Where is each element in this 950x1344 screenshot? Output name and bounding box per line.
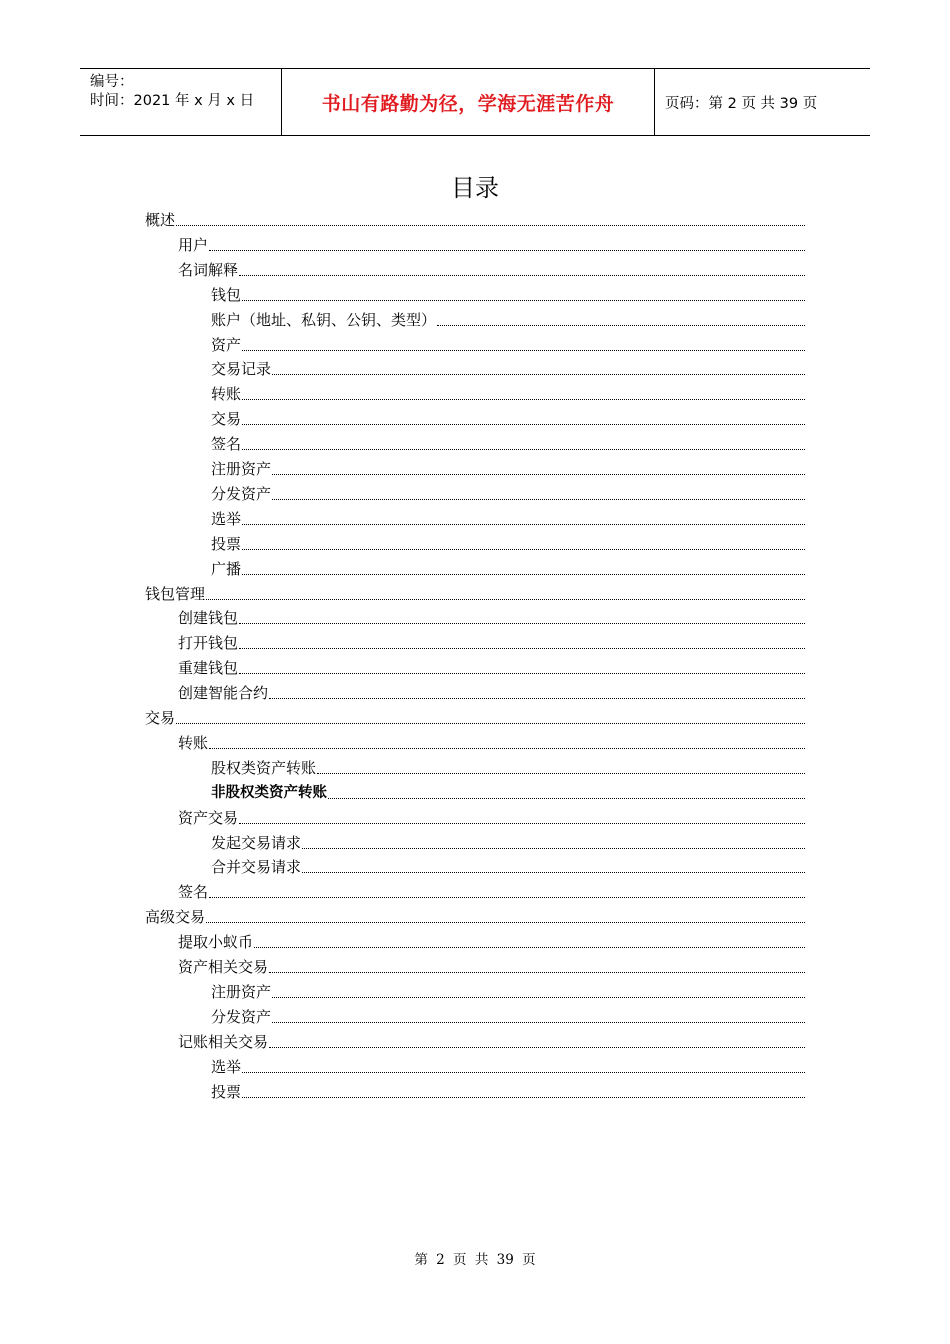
toc-entry[interactable]: [0, 782, 950, 806]
toc-entry[interactable]: [0, 259, 950, 283]
toc-entry-label: 提取小蚁币: [178, 933, 254, 952]
toc-dot-leader: [242, 449, 805, 450]
toc-entry[interactable]: [0, 931, 950, 955]
toc-entry[interactable]: [0, 906, 950, 930]
toc-dot-leader: [209, 897, 805, 898]
toc-entry-label: 分发资产: [211, 484, 272, 503]
toc-entry-label: 转账: [178, 733, 209, 752]
toc-entry[interactable]: [0, 657, 950, 681]
toc-entry[interactable]: [0, 1031, 950, 1055]
toc-dot-leader: [254, 947, 805, 948]
toc-entry[interactable]: [0, 209, 950, 233]
toc-dot-leader: [242, 1072, 805, 1073]
toc-entry[interactable]: [0, 807, 950, 831]
toc-entry[interactable]: [0, 583, 950, 607]
page-footer: 第 2 页 共 39 页: [414, 1252, 536, 1268]
toc-dot-leader: [239, 648, 805, 649]
toc-entry-label: 钱包: [211, 285, 242, 304]
toc-entry-label: 交易: [145, 709, 176, 727]
toc-dot-leader: [242, 300, 805, 301]
toc-entry-label: 选举: [211, 509, 242, 528]
toc-dot-leader: [242, 399, 805, 400]
toc-dot-leader: [206, 922, 805, 923]
toc-entry[interactable]: [0, 383, 950, 407]
toc-entry-label: 交易: [211, 410, 242, 429]
toc-entry[interactable]: [0, 1056, 950, 1080]
toc-entry[interactable]: [0, 284, 950, 308]
toc-entry-label: 交易记录: [211, 360, 272, 379]
toc-dot-leader: [242, 350, 805, 351]
toc-entry[interactable]: [0, 234, 950, 258]
toc-entry[interactable]: [0, 1006, 950, 1030]
toc-dot-leader: [317, 773, 805, 774]
toc-entry[interactable]: [0, 334, 950, 358]
toc-entry-label: 发起交易请求: [211, 833, 302, 852]
toc-entry-label: 合并交易请求: [211, 858, 302, 877]
toc-dot-leader: [209, 748, 805, 749]
toc-dot-leader: [269, 1047, 805, 1048]
toc-dot-leader: [239, 823, 805, 824]
toc-dot-leader: [242, 1097, 805, 1098]
toc-entry[interactable]: [0, 956, 950, 980]
toc-entry[interactable]: [0, 558, 950, 582]
toc-entry[interactable]: [0, 458, 950, 482]
toc-dot-leader: [242, 524, 805, 525]
toc-entry-label: 签名: [178, 883, 209, 902]
toc-entry-label: 股权类资产转账: [211, 758, 317, 777]
toc-entry-label: 记账相关交易: [178, 1032, 269, 1051]
toc-entry-label: 注册资产: [211, 460, 272, 478]
toc-dot-leader: [302, 848, 805, 849]
toc-entry[interactable]: [0, 433, 950, 457]
toc-entry-label: 资产相关交易: [178, 958, 269, 976]
toc-entry-label: 转账: [211, 385, 242, 404]
toc-dot-leader: [272, 474, 805, 475]
page-info-text: 页码：第 2 页 共 39 页: [665, 95, 818, 112]
toc-entry-label: 签名: [211, 435, 242, 454]
toc-entry-label: 分发资产: [211, 1007, 272, 1026]
toc-entry[interactable]: [0, 1081, 950, 1105]
toc-dot-leader: [239, 673, 805, 674]
toc-entry-label: 非股权类资产转账: [211, 784, 327, 801]
header-page-info: [655, 69, 870, 135]
toc-entry-label: 选举: [211, 1057, 242, 1076]
toc-entry[interactable]: [0, 856, 950, 880]
page-title: 目录: [451, 174, 499, 202]
toc-entry[interactable]: [0, 358, 950, 382]
toc-dot-leader: [272, 997, 805, 998]
toc-entry-label: 投票: [211, 1082, 242, 1101]
toc-dot-leader: [239, 623, 805, 624]
toc-entry[interactable]: [0, 682, 950, 706]
toc-entry[interactable]: [0, 483, 950, 507]
toc-dot-leader: [239, 275, 805, 276]
toc-entry[interactable]: [0, 533, 950, 557]
toc-entry-label: 账户（地址、私钥、公钥、类型）: [211, 310, 437, 329]
toc-entry-label: 打开钱包: [178, 634, 239, 653]
toc-entry-label: 资产交易: [178, 808, 239, 827]
toc-dot-leader: [328, 798, 805, 799]
toc-entry[interactable]: [0, 707, 950, 731]
toc-dot-leader: [242, 574, 805, 575]
page-header: [80, 68, 870, 136]
toc-entry-label: 创建智能合约: [178, 684, 269, 703]
toc-dot-leader: [437, 325, 805, 326]
toc-dot-leader: [272, 374, 805, 375]
toc-entry-label: 资产: [211, 335, 242, 354]
toc-entry-label: 注册资产: [211, 982, 272, 1001]
toc-entry-label: 高级交易: [145, 908, 206, 927]
toc-entry[interactable]: [0, 632, 950, 656]
toc-dot-leader: [242, 549, 805, 550]
toc-entry[interactable]: [0, 309, 950, 333]
toc-dot-leader: [209, 250, 805, 251]
toc-dot-leader: [176, 723, 805, 724]
toc-entry-label: 广播: [211, 559, 242, 578]
toc-entry[interactable]: [0, 508, 950, 532]
toc-entry[interactable]: [0, 408, 950, 432]
toc-dot-leader: [206, 599, 805, 600]
toc-entry-label: 投票: [211, 534, 242, 553]
toc-entry-label: 概述: [145, 211, 176, 229]
toc-entry-label: 名词解释: [178, 260, 239, 279]
toc-entry-label: 创建钱包: [178, 609, 239, 628]
toc-dot-leader: [272, 1022, 805, 1023]
toc-entry-label: 重建钱包: [178, 659, 239, 678]
toc-entry[interactable]: [0, 881, 950, 905]
toc-dot-leader: [176, 225, 805, 226]
header-motto-cell: [282, 69, 655, 135]
toc-dot-leader: [272, 499, 805, 500]
toc-entry[interactable]: [0, 732, 950, 756]
toc-dot-leader: [242, 424, 805, 425]
toc-dot-leader: [269, 972, 805, 973]
toc-dot-leader: [302, 872, 805, 873]
document-date: 时间：2021 年 x 月 x 日: [90, 93, 255, 109]
document-number-label: 编号：: [90, 74, 134, 90]
toc-entry[interactable]: [0, 981, 950, 1005]
header-meta: [80, 69, 282, 135]
toc-entry-label: 用户: [178, 235, 209, 254]
toc-dot-leader: [269, 698, 805, 699]
toc-entry[interactable]: [0, 757, 950, 781]
toc-entry[interactable]: [0, 832, 950, 856]
header-motto: 书山有路勤为径，学海无涯苦作舟: [321, 92, 615, 115]
toc-entry[interactable]: [0, 607, 950, 631]
toc-entry-label: 钱包管理: [145, 584, 206, 603]
